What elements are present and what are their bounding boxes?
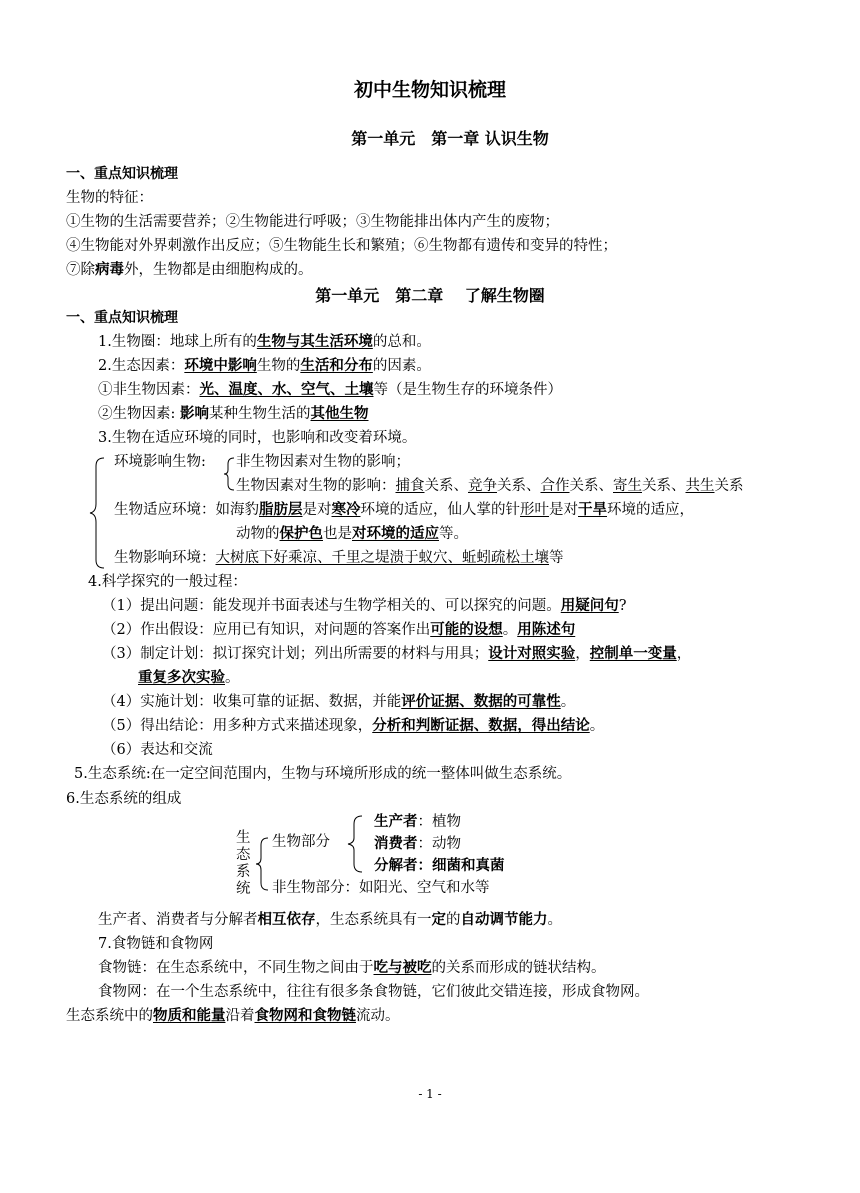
chapter1-line2: ④生物能对外界刺激作出反应；⑤生物能生长和繁殖；⑥生物都有遗传和变异的特性； [66,238,617,254]
eco-root-brace [254,836,270,892]
chapter1-intro: 生物的特征： [66,190,153,206]
food-chain-heading: 7.食物链和食物网 [98,936,214,952]
eco-biotic-brace [346,814,364,874]
abiotic-factors: ①非生物因素：光、温度、水、空气、土壤等（是生物生存的环境条件） [98,381,562,398]
eco-decomposer: 分解者：细菌和真菌 [374,857,505,874]
inquiry-step-6: （6）表达和交流 [102,742,213,758]
chapter1-line3: ⑦除病毒外，生物都是由细胞构成的。 [66,261,313,278]
eco-producer: 生产者：植物 [374,813,461,830]
eco-biotic-part: 生物部分 [272,834,330,850]
chapter2-section-heading: 一、重点知识梳理 [66,310,178,326]
adaptation-statement: 3.生物在适应环境的同时，也影响和改变着环境。 [98,430,417,446]
inquiry-step-4: （4）实施计划：收集可靠的证据、数据，并能评价证据、数据的可靠性。 [102,693,576,710]
page-title: 初中生物知识梳理 [353,79,506,101]
env-affects-bio-label: 环境影响生物: [114,454,206,470]
abiotic-effect-line: 非生物因素对生物的影响； [236,454,410,470]
interdependence-line: 生产者、消费者与分解者相互依存，生态系统具有一定的自动调节能力。 [98,911,562,928]
inquiry-step-5: （5）得出结论：用多种方式来描述现象，分析和判断证据、数据，得出结论。 [102,717,605,734]
page-number: - 1 - [418,1087,442,1101]
eco-root-char-2: 态 [236,847,251,863]
eco-root-char-3: 系 [236,864,251,880]
environment-outer-brace [88,456,108,570]
env-affects-bio-brace [222,456,236,492]
chapter1-heading: 第一单元 第一章 认识生物 [351,129,549,148]
chapter2-heading: 第一单元 第二章 了解生物圈 [315,286,545,305]
ecosystem-definition: 5.生态系统:在一定空间范围内，生物与环境所形成的统一整体叫做生态系统。 [74,766,572,782]
bio-influences-env-line: 生物影响环境：大树底下好乘凉、千里之堤溃于蚁穴、蚯蚓疏松土壤等 [114,550,564,566]
inquiry-step-1: （1）提出问题：能发现并书面表述与生物学相关的、可以探究的问题。用疑问句? [102,597,627,614]
inquiry-step-3: （3）制定计划：拟订探究计划；列出所需要的材料与用具；设计对照实验，控制单一变量， [102,645,692,662]
food-chain-definition: 食物链：在生态系统中，不同生物之间由于吃与被吃的关系而形成的链状结构。 [98,959,606,976]
energy-flow-line: 生态系统中的物质和能量沿着食物网和食物链流动。 [66,1007,400,1024]
biotic-factors: ②生物因素: 影响某种生物生活的其他生物 [98,405,369,422]
inquiry-step-3-cont: 重复多次实验。 [138,669,240,686]
bio-adapts-env-line: 生物适应环境：如海豹脂肪层是对寒冷环境的适应，仙人掌的针形叶是对干旱环境的适应， [114,501,694,518]
ecosystem-composition-heading: 6.生态系统的组成 [66,791,182,807]
eco-root-char-1: 生 [236,830,251,846]
inquiry-heading: 4.科学探究的一般过程： [88,574,247,590]
food-web-definition: 食物网：在一个生态系统中，往往有很多条食物链，它们彼此交错连接，形成食物网。 [98,984,649,1000]
eco-root-char-4: 统 [236,881,251,897]
biotic-effect-line: 生物因素对生物的影响：捕食关系、竞争关系、合作关系、寄生关系、共生关系 [236,478,744,494]
eco-consumer: 消费者：动物 [374,835,461,852]
chapter1-line1: ①生物的生活需要营养；②生物能进行呼吸；③生物能排出体内产生的废物； [66,214,559,230]
ecological-factors-definition: 2.生态因素：环境中影响生物的生活和分布的因素。 [98,357,431,374]
chapter1-section-heading: 一、重点知识梳理 [66,166,178,182]
biosphere-definition: 1.生物圈：地球上所有的生物与其生活环境的总和。 [98,333,431,350]
inquiry-step-2: （2）作出假设：应用已有知识，对问题的答案作出可能的设想。用陈述句 [102,621,576,638]
bio-adapts-env-line2: 动物的保护色也是对环境的适应等。 [236,525,468,542]
eco-abiotic-part: 非生物部分：如阳光、空气和水等 [272,880,490,896]
